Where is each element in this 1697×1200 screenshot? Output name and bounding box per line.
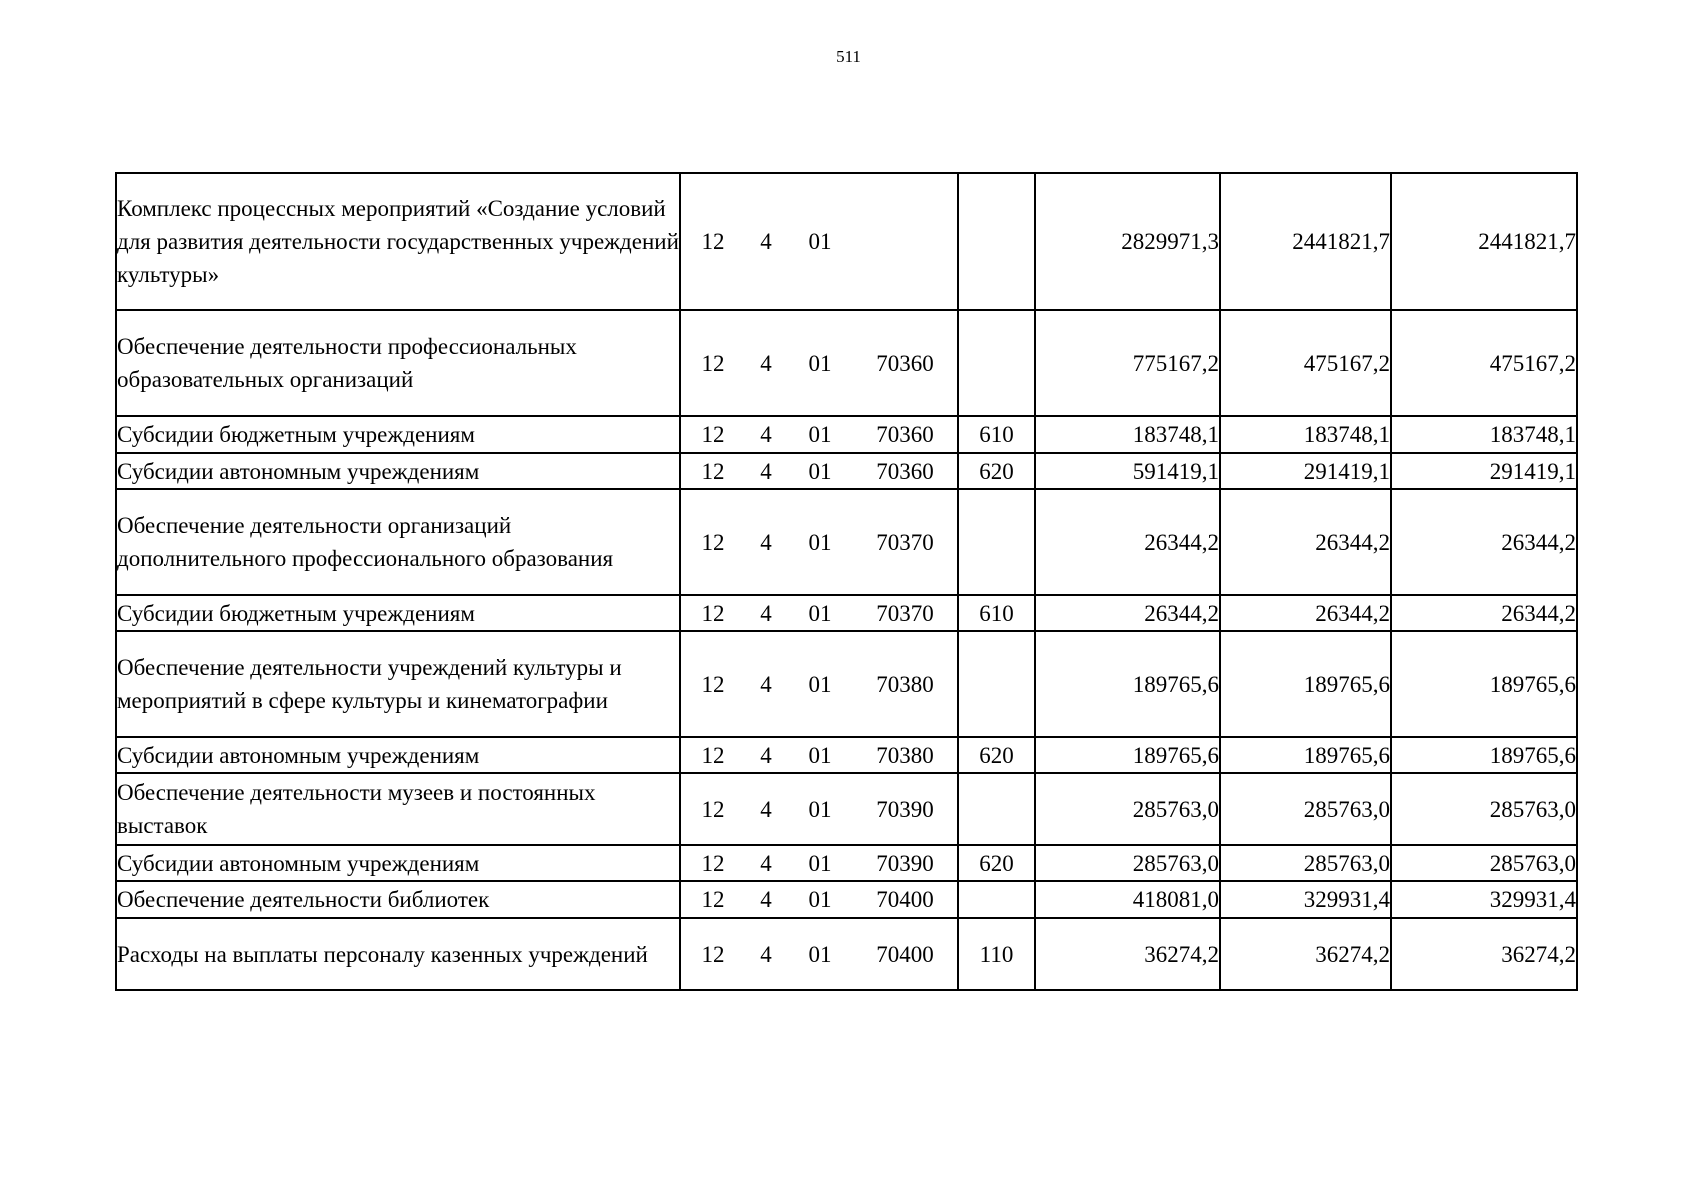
amount-year-1: 26344,2 [1035, 489, 1220, 595]
code-expense-type: 620 [958, 845, 1035, 881]
table-row [116, 631, 1577, 737]
code-article: 70400 [853, 918, 958, 990]
amount-year-2: 291419,1 [1220, 453, 1391, 489]
amount-year-1: 26344,2 [1035, 595, 1220, 631]
amount-year-1: 418081,0 [1035, 881, 1220, 918]
amount-year-3: 475167,2 [1391, 310, 1577, 416]
code-program: 4 [745, 918, 787, 990]
code-expense-type [958, 310, 1035, 416]
code-program: 4 [745, 595, 787, 631]
code-expense-type: 620 [958, 453, 1035, 489]
code-subprogram: 01 [787, 453, 853, 489]
amount-year-3: 189765,6 [1391, 737, 1577, 773]
amount-year-2: 189765,6 [1220, 631, 1391, 737]
code-expense-type: 610 [958, 595, 1035, 631]
code-subprogram: 01 [787, 918, 853, 990]
code-subprogram: 01 [787, 631, 853, 737]
amount-year-2: 329931,4 [1220, 881, 1391, 918]
code-section: 12 [680, 489, 745, 595]
code-article: 70390 [853, 845, 958, 881]
code-program: 4 [745, 881, 787, 918]
table-row [116, 453, 1577, 489]
code-expense-type: 620 [958, 737, 1035, 773]
amount-year-1: 183748,1 [1035, 416, 1220, 453]
amount-year-3: 285763,0 [1391, 773, 1577, 845]
code-expense-type [958, 173, 1035, 310]
code-subprogram: 01 [787, 881, 853, 918]
code-section: 12 [680, 173, 745, 310]
code-program: 4 [745, 489, 787, 595]
code-section: 12 [680, 453, 745, 489]
row-name: Обеспечение деятельности библиотек [116, 881, 680, 918]
code-article: 70360 [853, 453, 958, 489]
amount-year-3: 291419,1 [1391, 453, 1577, 489]
row-name: Субсидии автономным учреждениям [116, 453, 680, 489]
code-program: 4 [745, 453, 787, 489]
code-program: 4 [745, 416, 787, 453]
code-expense-type [958, 631, 1035, 737]
row-name: Обеспечение деятельности организаций дополнительного профессионального образования [116, 489, 680, 595]
amount-year-3: 36274,2 [1391, 918, 1577, 990]
code-article: 70370 [853, 595, 958, 631]
amount-year-3: 189765,6 [1391, 631, 1577, 737]
row-name: Комплекс процессных мероприятий «Создание условий для развития деятельности государственных учреждений культуры» [116, 173, 680, 310]
amount-year-1: 2829971,3 [1035, 173, 1220, 310]
row-name: Субсидии бюджетным учреждениям [116, 595, 680, 631]
row-name: Субсидии автономным учреждениям [116, 737, 680, 773]
row-name: Субсидии бюджетным учреждениям [116, 416, 680, 453]
code-section: 12 [680, 416, 745, 453]
amount-year-2: 36274,2 [1220, 918, 1391, 990]
page-number: 511 [836, 47, 861, 66]
code-subprogram: 01 [787, 845, 853, 881]
amount-year-1: 285763,0 [1035, 845, 1220, 881]
code-section: 12 [680, 310, 745, 416]
code-article: 70380 [853, 737, 958, 773]
amount-year-1: 775167,2 [1035, 310, 1220, 416]
row-name: Субсидии автономным учреждениям [116, 845, 680, 881]
code-program: 4 [745, 773, 787, 845]
amount-year-2: 475167,2 [1220, 310, 1391, 416]
code-article: 70380 [853, 631, 958, 737]
code-section: 12 [680, 918, 745, 990]
amount-year-2: 26344,2 [1220, 489, 1391, 595]
amount-year-3: 26344,2 [1391, 595, 1577, 631]
code-section: 12 [680, 773, 745, 845]
amount-year-3: 26344,2 [1391, 489, 1577, 595]
code-expense-type [958, 489, 1035, 595]
code-program: 4 [745, 845, 787, 881]
code-subprogram: 01 [787, 173, 853, 310]
code-program: 4 [745, 173, 787, 310]
code-article: 70360 [853, 416, 958, 453]
code-subprogram: 01 [787, 737, 853, 773]
code-program: 4 [745, 310, 787, 416]
table-row [116, 845, 1577, 881]
code-expense-type [958, 773, 1035, 845]
amount-year-1: 591419,1 [1035, 453, 1220, 489]
table-row [116, 173, 1577, 310]
amount-year-3: 329931,4 [1391, 881, 1577, 918]
amount-year-2: 26344,2 [1220, 595, 1391, 631]
code-expense-type [958, 881, 1035, 918]
row-name: Расходы на выплаты персоналу казенных учреждений [116, 918, 680, 990]
code-subprogram: 01 [787, 310, 853, 416]
table-row [116, 773, 1577, 845]
amount-year-1: 189765,6 [1035, 631, 1220, 737]
code-subprogram: 01 [787, 595, 853, 631]
code-section: 12 [680, 881, 745, 918]
code-program: 4 [745, 631, 787, 737]
row-name: Обеспечение деятельности учреждений культуры и мероприятий в сфере культуры и кинематографии [116, 631, 680, 737]
amount-year-1: 36274,2 [1035, 918, 1220, 990]
table-row [116, 489, 1577, 595]
table-row [116, 595, 1577, 631]
code-expense-type: 610 [958, 416, 1035, 453]
amount-year-2: 2441821,7 [1220, 173, 1391, 310]
amount-year-3: 183748,1 [1391, 416, 1577, 453]
amount-year-2: 189765,6 [1220, 737, 1391, 773]
amount-year-1: 189765,6 [1035, 737, 1220, 773]
code-subprogram: 01 [787, 773, 853, 845]
code-section: 12 [680, 845, 745, 881]
row-name: Обеспечение деятельности музеев и постоянных выставок [116, 773, 680, 845]
code-article: 70370 [853, 489, 958, 595]
code-subprogram: 01 [787, 416, 853, 453]
code-article [853, 173, 958, 310]
table-row [116, 737, 1577, 773]
amount-year-3: 2441821,7 [1391, 173, 1577, 310]
code-article: 70390 [853, 773, 958, 845]
code-section: 12 [680, 631, 745, 737]
table-row [116, 310, 1577, 416]
table-row [116, 881, 1577, 918]
row-name: Обеспечение деятельности профессиональных образовательных организаций [116, 310, 680, 416]
code-section: 12 [680, 737, 745, 773]
code-program: 4 [745, 737, 787, 773]
amount-year-2: 183748,1 [1220, 416, 1391, 453]
table-row [116, 918, 1577, 990]
code-expense-type: 110 [958, 918, 1035, 990]
code-article: 70360 [853, 310, 958, 416]
amount-year-1: 285763,0 [1035, 773, 1220, 845]
amount-year-2: 285763,0 [1220, 773, 1391, 845]
amount-year-3: 285763,0 [1391, 845, 1577, 881]
code-article: 70400 [853, 881, 958, 918]
code-section: 12 [680, 595, 745, 631]
table-row [116, 416, 1577, 453]
budget-table [115, 172, 1578, 991]
code-subprogram: 01 [787, 489, 853, 595]
amount-year-2: 285763,0 [1220, 845, 1391, 881]
